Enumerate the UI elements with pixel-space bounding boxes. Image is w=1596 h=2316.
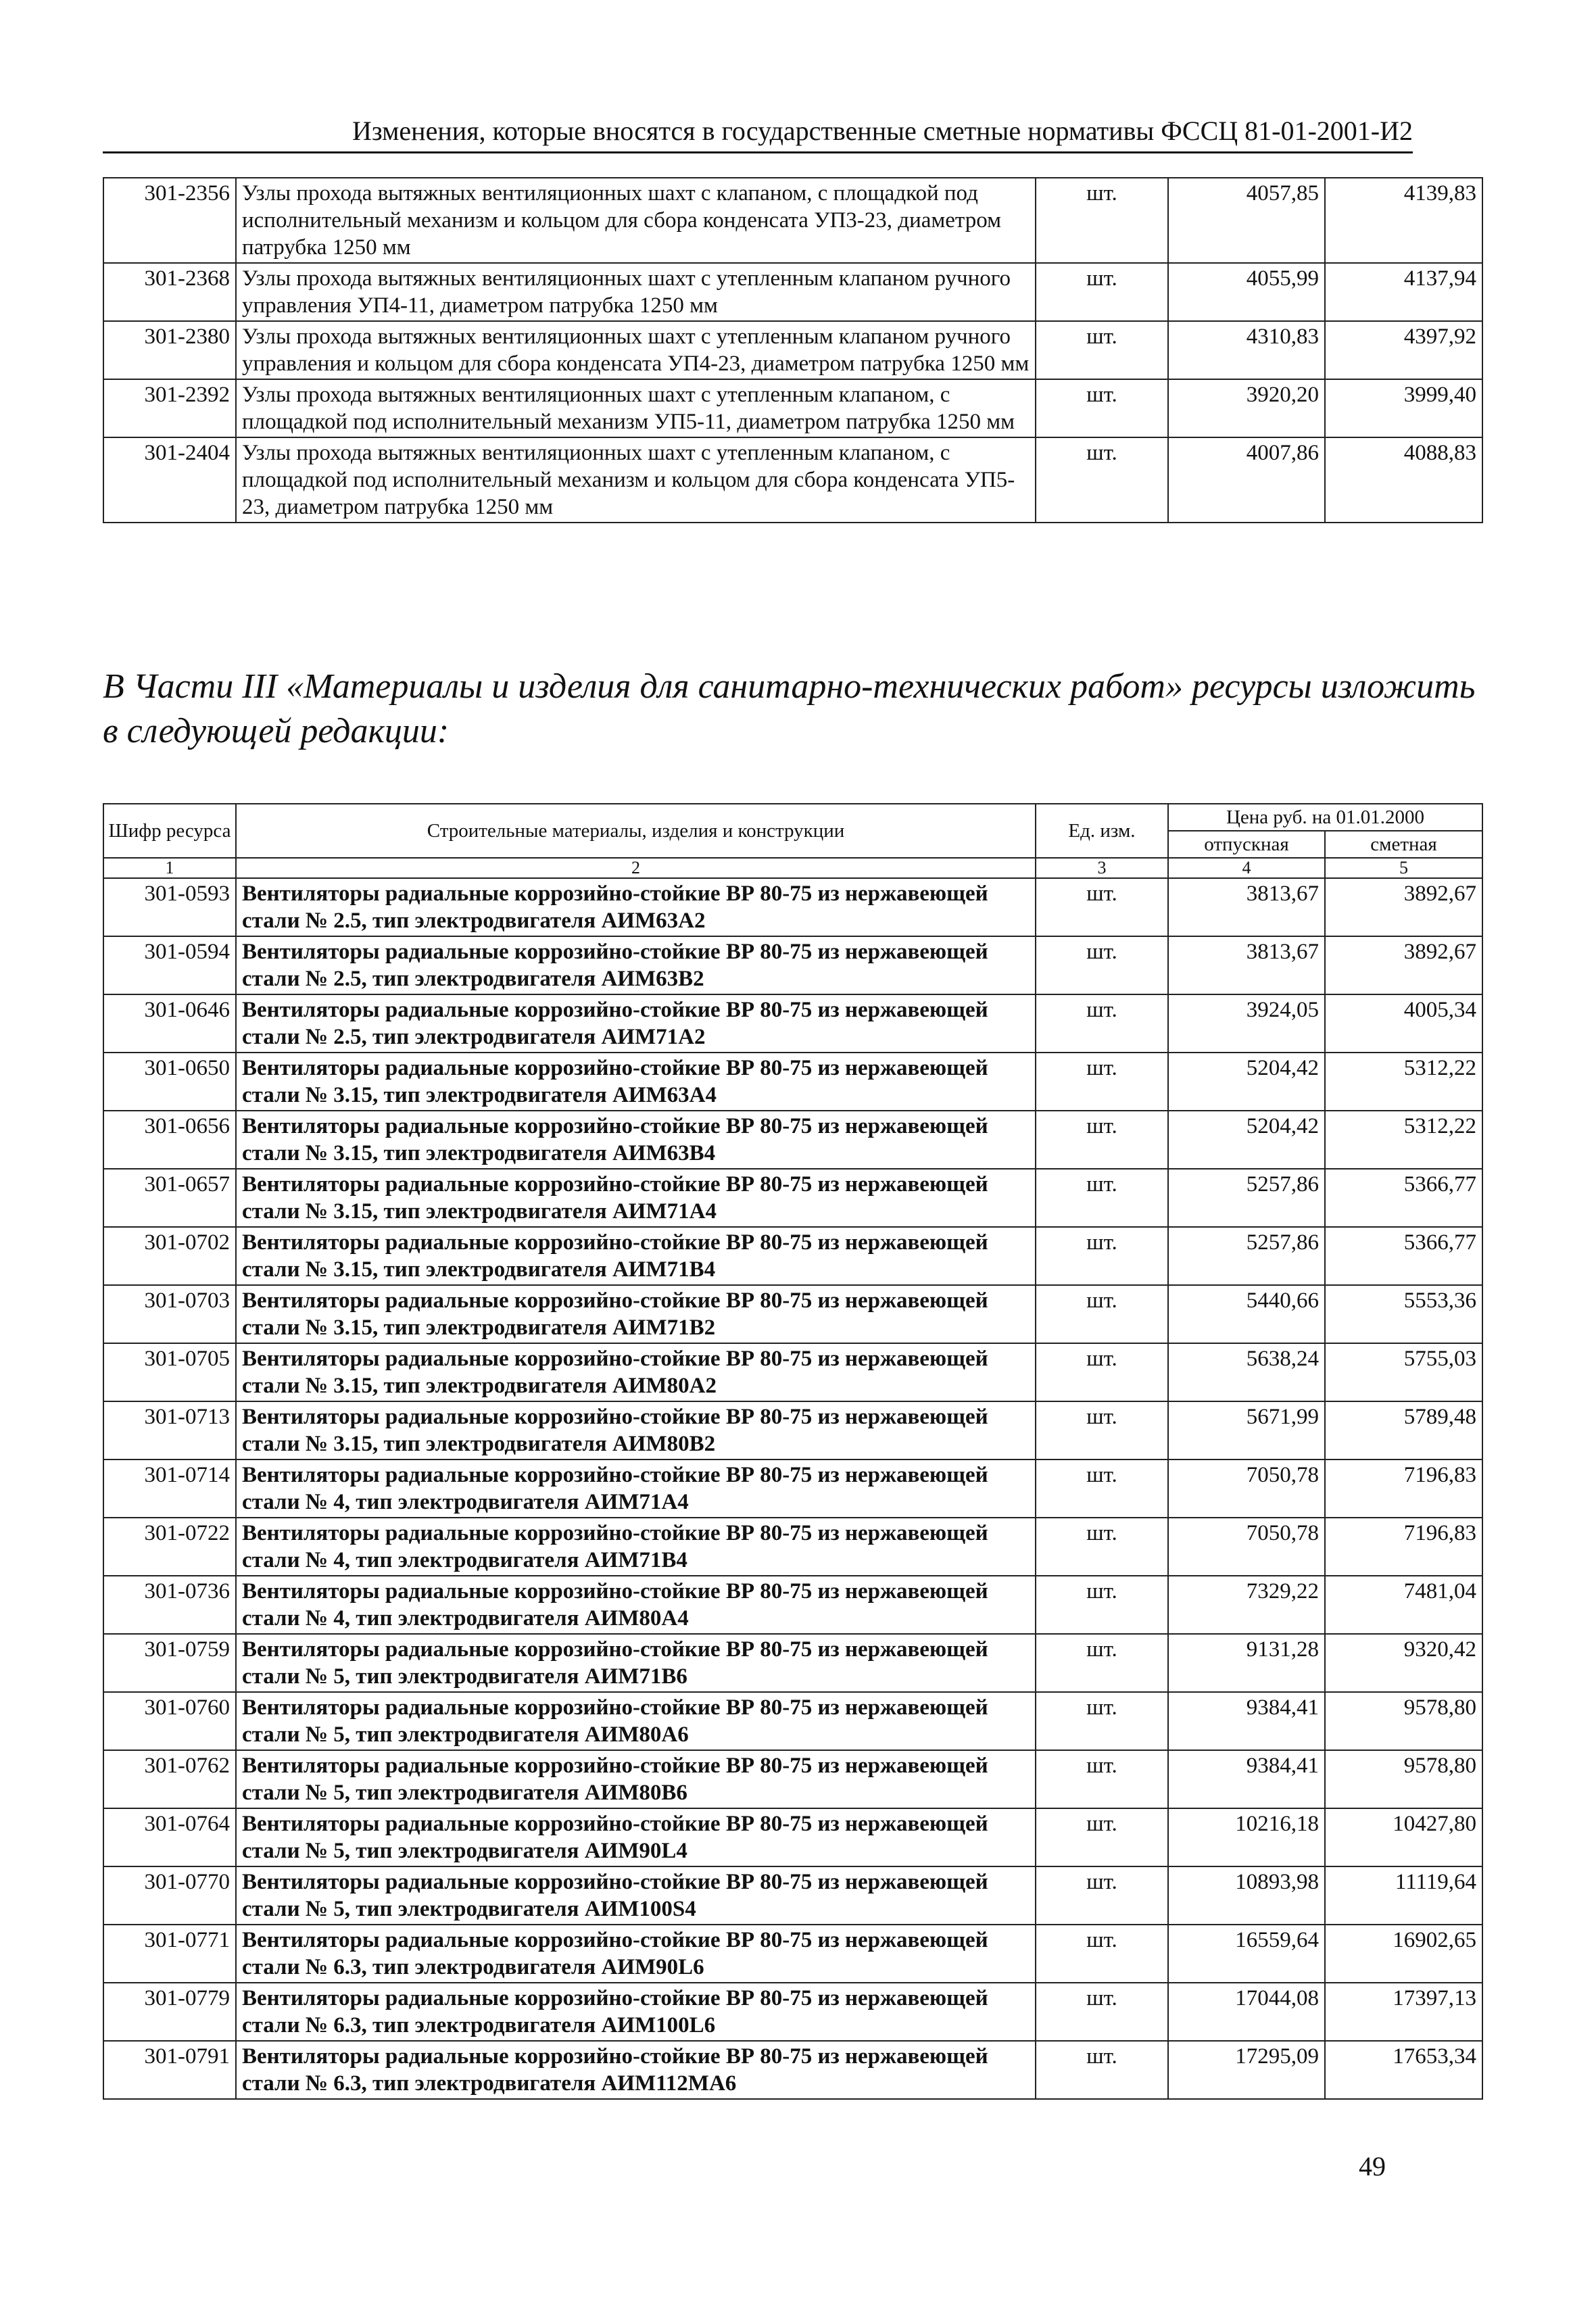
table-row bbox=[103, 437, 1482, 523]
cell-price-estimate: 3999,40 bbox=[1325, 379, 1482, 437]
cell-price-release: 3813,67 bbox=[1168, 878, 1325, 936]
table-row bbox=[103, 1576, 1482, 1634]
table-row bbox=[103, 936, 1482, 994]
cell-unit: шт. bbox=[1036, 1285, 1168, 1343]
cell-price-estimate: 5789,48 bbox=[1325, 1401, 1482, 1459]
cell-desc: Узлы прохода вытяжных вентиляционных шахт с клапаном, с площадкой под исполнительный механизм и кольцом для сбора конденсата УП3-23, диаметром патрубка 1250 мм bbox=[236, 178, 1036, 263]
table-row bbox=[103, 994, 1482, 1053]
cell-price-release: 9384,41 bbox=[1168, 1692, 1325, 1750]
cell-desc: Вентиляторы радиальные коррозийно-стойкие ВР 80-75 из нержавеющей стали № 6.3, тип электродвигателя АИМ112МА6 bbox=[236, 2041, 1036, 2099]
table-row bbox=[103, 178, 1482, 263]
cell-price-estimate: 5755,03 bbox=[1325, 1343, 1482, 1401]
column-number-row bbox=[103, 858, 1482, 878]
table-row bbox=[103, 1808, 1482, 1866]
table-row bbox=[103, 1518, 1482, 1576]
cell-unit: шт. bbox=[1036, 936, 1168, 994]
cell-code: 301-0791 bbox=[103, 2041, 236, 2099]
cell-unit: шт. bbox=[1036, 2041, 1168, 2099]
cell-price-release: 3813,67 bbox=[1168, 936, 1325, 994]
table-row bbox=[103, 263, 1482, 321]
cell-price-release: 3920,20 bbox=[1168, 379, 1325, 437]
cell-unit: шт. bbox=[1036, 1983, 1168, 2041]
table-row bbox=[103, 379, 1482, 437]
cell-unit: шт. bbox=[1036, 321, 1168, 379]
cell-desc: Узлы прохода вытяжных вентиляционных шахт с утепленным клапаном, с площадкой под исполнительный механизм и кольцом для сбора конденсата УП5-23, диаметром патрубка 1250 мм bbox=[236, 437, 1036, 523]
cell-code: 301-2404 bbox=[103, 437, 236, 523]
cell-price-release: 5204,42 bbox=[1168, 1111, 1325, 1169]
table-row bbox=[103, 1285, 1482, 1343]
cell-price-release: 3924,05 bbox=[1168, 994, 1325, 1053]
cell-unit: шт. bbox=[1036, 1518, 1168, 1576]
cell-desc: Узлы прохода вытяжных вентиляционных шахт с утепленным клапаном ручного управления и кольцом для сбора конденсата УП4-23, диаметром патрубка 1250 мм bbox=[236, 321, 1036, 379]
cell-desc: Вентиляторы радиальные коррозийно-стойкие ВР 80-75 из нержавеющей стали № 3.15, тип электродвигателя АИМ80А2 bbox=[236, 1343, 1036, 1401]
cell-price-estimate: 4137,94 bbox=[1325, 263, 1482, 321]
cell-desc: Вентиляторы радиальные коррозийно-стойкие ВР 80-75 из нержавеющей стали № 6.3, тип электродвигателя АИМ90L6 bbox=[236, 1925, 1036, 1983]
cell-price-estimate: 9320,42 bbox=[1325, 1634, 1482, 1692]
cell-desc: Вентиляторы радиальные коррозийно-стойкие ВР 80-75 из нержавеющей стали № 4, тип электродвигателя АИМ71А4 bbox=[236, 1459, 1036, 1518]
cell-unit: шт. bbox=[1036, 1808, 1168, 1866]
table-row bbox=[103, 2041, 1482, 2099]
cell-code: 301-0779 bbox=[103, 1983, 236, 2041]
table-row bbox=[103, 878, 1482, 936]
cell-code: 301-0646 bbox=[103, 994, 236, 1053]
cell-desc: Вентиляторы радиальные коррозийно-стойкие ВР 80-75 из нержавеющей стали № 5, тип электродвигателя АИМ80В6 bbox=[236, 1750, 1036, 1808]
cell-price-estimate: 7196,83 bbox=[1325, 1459, 1482, 1518]
cell-code: 301-0593 bbox=[103, 878, 236, 936]
cell-code: 301-0713 bbox=[103, 1401, 236, 1459]
table-row bbox=[103, 1169, 1482, 1227]
table-row bbox=[103, 321, 1482, 379]
cell-code: 301-0705 bbox=[103, 1343, 236, 1401]
cell-price-estimate: 7196,83 bbox=[1325, 1518, 1482, 1576]
header-price-estimate: сметная bbox=[1325, 831, 1482, 858]
cell-desc: Узлы прохода вытяжных вентиляционных шахт с утепленным клапаном ручного управления УП4-11, диаметром патрубка 1250 мм bbox=[236, 263, 1036, 321]
cell-price-estimate: 11119,64 bbox=[1325, 1866, 1482, 1925]
cell-price-release: 10893,98 bbox=[1168, 1866, 1325, 1925]
cell-unit: шт. bbox=[1036, 1111, 1168, 1169]
cell-unit: шт. bbox=[1036, 1576, 1168, 1634]
column-number: 4 bbox=[1168, 858, 1325, 878]
cell-desc: Вентиляторы радиальные коррозийно-стойкие ВР 80-75 из нержавеющей стали № 3.15, тип электродвигателя АИМ71В4 bbox=[236, 1227, 1036, 1285]
cell-desc: Вентиляторы радиальные коррозийно-стойкие ВР 80-75 из нержавеющей стали № 4, тип электродвигателя АИМ71В4 bbox=[236, 1518, 1036, 1576]
cell-price-release: 4057,85 bbox=[1168, 178, 1325, 263]
cell-price-release: 4007,86 bbox=[1168, 437, 1325, 523]
cell-unit: шт. bbox=[1036, 1401, 1168, 1459]
cell-desc: Вентиляторы радиальные коррозийно-стойкие ВР 80-75 из нержавеющей стали № 2.5, тип электродвигателя АИМ71А2 bbox=[236, 994, 1036, 1053]
table-row bbox=[103, 1634, 1482, 1692]
cell-code: 301-0714 bbox=[103, 1459, 236, 1518]
cell-price-estimate: 4397,92 bbox=[1325, 321, 1482, 379]
cell-desc: Вентиляторы радиальные коррозийно-стойкие ВР 80-75 из нержавеющей стали № 5, тип электродвигателя АИМ80А6 bbox=[236, 1692, 1036, 1750]
cell-desc: Вентиляторы радиальные коррозийно-стойкие ВР 80-75 из нержавеющей стали № 3.15, тип электродвигателя АИМ63В4 bbox=[236, 1111, 1036, 1169]
cell-unit: шт. bbox=[1036, 263, 1168, 321]
cell-price-estimate: 5312,22 bbox=[1325, 1053, 1482, 1111]
header-unit: Ед. изм. bbox=[1036, 804, 1168, 858]
cell-desc: Вентиляторы радиальные коррозийно-стойкие ВР 80-75 из нержавеющей стали № 3.15, тип электродвигателя АИМ63А4 bbox=[236, 1053, 1036, 1111]
cell-desc: Вентиляторы радиальные коррозийно-стойкие ВР 80-75 из нержавеющей стали № 5, тип электродвигателя АИМ90L4 bbox=[236, 1808, 1036, 1866]
page-number: 49 bbox=[1359, 2151, 1386, 2181]
cell-unit: шт. bbox=[1036, 437, 1168, 523]
cell-unit: шт. bbox=[1036, 1634, 1168, 1692]
cell-price-estimate: 5366,77 bbox=[1325, 1227, 1482, 1285]
cell-price-release: 17044,08 bbox=[1168, 1983, 1325, 2041]
cell-price-release: 5671,99 bbox=[1168, 1401, 1325, 1459]
table-row bbox=[103, 1866, 1482, 1925]
cell-price-estimate: 5366,77 bbox=[1325, 1169, 1482, 1227]
cell-code: 301-0650 bbox=[103, 1053, 236, 1111]
cell-price-estimate: 17653,34 bbox=[1325, 2041, 1482, 2099]
cell-unit: шт. bbox=[1036, 1053, 1168, 1111]
table-row bbox=[103, 1692, 1482, 1750]
table-row bbox=[103, 1111, 1482, 1169]
cell-code: 301-0762 bbox=[103, 1750, 236, 1808]
table-row bbox=[103, 1459, 1482, 1518]
cell-unit: шт. bbox=[1036, 1925, 1168, 1983]
cell-code: 301-0722 bbox=[103, 1518, 236, 1576]
cell-desc: Вентиляторы радиальные коррозийно-стойкие ВР 80-75 из нержавеющей стали № 3.15, тип электродвигателя АИМ71В2 bbox=[236, 1285, 1036, 1343]
column-number: 5 bbox=[1325, 858, 1482, 878]
cell-unit: шт. bbox=[1036, 1866, 1168, 1925]
cell-price-estimate: 3892,67 bbox=[1325, 936, 1482, 994]
column-number: 2 bbox=[236, 858, 1036, 878]
header-name: Строительные материалы, изделия и конструкции bbox=[236, 804, 1036, 858]
upper-table bbox=[103, 177, 1483, 523]
cell-price-release: 5257,86 bbox=[1168, 1227, 1325, 1285]
cell-desc: Вентиляторы радиальные коррозийно-стойкие ВР 80-75 из нержавеющей стали № 6.3, тип электродвигателя АИМ100L6 bbox=[236, 1983, 1036, 2041]
cell-code: 301-0702 bbox=[103, 1227, 236, 1285]
cell-unit: шт. bbox=[1036, 379, 1168, 437]
cell-desc: Вентиляторы радиальные коррозийно-стойкие ВР 80-75 из нержавеющей стали № 3.15, тип электродвигателя АИМ71А4 bbox=[236, 1169, 1036, 1227]
cell-code: 301-2356 bbox=[103, 178, 236, 263]
table-row bbox=[103, 1227, 1482, 1285]
cell-unit: шт. bbox=[1036, 1227, 1168, 1285]
cell-price-release: 5440,66 bbox=[1168, 1285, 1325, 1343]
section-intro: В Части III «Материалы и изделия для санитарно-технических работ» ресурсы изложить в следующей редакции: bbox=[103, 667, 1476, 750]
cell-code: 301-0657 bbox=[103, 1169, 236, 1227]
cell-price-estimate: 10427,80 bbox=[1325, 1808, 1482, 1866]
column-number: 1 bbox=[103, 858, 236, 878]
cell-unit: шт. bbox=[1036, 1750, 1168, 1808]
cell-code: 301-0759 bbox=[103, 1634, 236, 1692]
resource-table bbox=[103, 803, 1483, 2100]
cell-code: 301-2368 bbox=[103, 263, 236, 321]
cell-price-estimate: 16902,65 bbox=[1325, 1925, 1482, 1983]
cell-code: 301-0770 bbox=[103, 1866, 236, 1925]
table-row bbox=[103, 1925, 1482, 1983]
cell-price-estimate: 4139,83 bbox=[1325, 178, 1482, 263]
cell-price-release: 5204,42 bbox=[1168, 1053, 1325, 1111]
cell-price-release: 7329,22 bbox=[1168, 1576, 1325, 1634]
cell-code: 301-0771 bbox=[103, 1925, 236, 1983]
cell-desc: Вентиляторы радиальные коррозийно-стойкие ВР 80-75 из нержавеющей стали № 3.15, тип электродвигателя АИМ80В2 bbox=[236, 1401, 1036, 1459]
cell-desc: Узлы прохода вытяжных вентиляционных шахт с утепленным клапаном, с площадкой под исполнительный механизм УП5-11, диаметром патрубка 1250 мм bbox=[236, 379, 1036, 437]
header-price-release: отпускная bbox=[1168, 831, 1325, 858]
cell-price-release: 16559,64 bbox=[1168, 1925, 1325, 1983]
cell-unit: шт. bbox=[1036, 994, 1168, 1053]
cell-price-release: 4310,83 bbox=[1168, 321, 1325, 379]
cell-price-estimate: 9578,80 bbox=[1325, 1750, 1482, 1808]
table-row bbox=[103, 1343, 1482, 1401]
table-row bbox=[103, 1401, 1482, 1459]
cell-desc: Вентиляторы радиальные коррозийно-стойкие ВР 80-75 из нержавеющей стали № 4, тип электродвигателя АИМ80А4 bbox=[236, 1576, 1036, 1634]
cell-unit: шт. bbox=[1036, 1169, 1168, 1227]
cell-price-estimate: 7481,04 bbox=[1325, 1576, 1482, 1634]
cell-price-release: 17295,09 bbox=[1168, 2041, 1325, 2099]
cell-price-release: 5638,24 bbox=[1168, 1343, 1325, 1401]
cell-unit: шт. bbox=[1036, 878, 1168, 936]
column-number: 3 bbox=[1036, 858, 1168, 878]
running-header: Изменения, которые вносятся в государственные сметные нормативы ФССЦ 81-01-2001-И2 bbox=[103, 112, 1413, 153]
cell-unit: шт. bbox=[1036, 1459, 1168, 1518]
cell-unit: шт. bbox=[1036, 1692, 1168, 1750]
cell-code: 301-0764 bbox=[103, 1808, 236, 1866]
cell-price-release: 7050,78 bbox=[1168, 1459, 1325, 1518]
table-row bbox=[103, 1053, 1482, 1111]
cell-desc: Вентиляторы радиальные коррозийно-стойкие ВР 80-75 из нержавеющей стали № 5, тип электродвигателя АИМ100S4 bbox=[236, 1866, 1036, 1925]
cell-code: 301-0736 bbox=[103, 1576, 236, 1634]
cell-unit: шт. bbox=[1036, 1343, 1168, 1401]
cell-price-release: 9131,28 bbox=[1168, 1634, 1325, 1692]
cell-price-release: 7050,78 bbox=[1168, 1518, 1325, 1576]
cell-price-estimate: 17397,13 bbox=[1325, 1983, 1482, 2041]
cell-desc: Вентиляторы радиальные коррозийно-стойкие ВР 80-75 из нержавеющей стали № 2.5, тип электродвигателя АИМ63В2 bbox=[236, 936, 1036, 994]
cell-price-estimate: 4005,34 bbox=[1325, 994, 1482, 1053]
cell-price-estimate: 4088,83 bbox=[1325, 437, 1482, 523]
cell-price-estimate: 5553,36 bbox=[1325, 1285, 1482, 1343]
cell-code: 301-0760 bbox=[103, 1692, 236, 1750]
cell-desc: Вентиляторы радиальные коррозийно-стойкие ВР 80-75 из нержавеющей стали № 5, тип электродвигателя АИМ71В6 bbox=[236, 1634, 1036, 1692]
cell-code: 301-0656 bbox=[103, 1111, 236, 1169]
header-code: Шифр ресурса bbox=[103, 804, 236, 858]
header-price-group: Цена руб. на 01.01.2000 bbox=[1168, 804, 1482, 831]
cell-code: 301-0594 bbox=[103, 936, 236, 994]
cell-price-release: 10216,18 bbox=[1168, 1808, 1325, 1866]
table-row bbox=[103, 1750, 1482, 1808]
cell-code: 301-2380 bbox=[103, 321, 236, 379]
cell-unit: шт. bbox=[1036, 178, 1168, 263]
cell-price-release: 4055,99 bbox=[1168, 263, 1325, 321]
cell-desc: Вентиляторы радиальные коррозийно-стойкие ВР 80-75 из нержавеющей стали № 2.5, тип электродвигателя АИМ63А2 bbox=[236, 878, 1036, 936]
cell-price-estimate: 3892,67 bbox=[1325, 878, 1482, 936]
table-row bbox=[103, 1983, 1482, 2041]
cell-code: 301-0703 bbox=[103, 1285, 236, 1343]
cell-price-estimate: 9578,80 bbox=[1325, 1692, 1482, 1750]
cell-price-release: 9384,41 bbox=[1168, 1750, 1325, 1808]
cell-price-estimate: 5312,22 bbox=[1325, 1111, 1482, 1169]
cell-price-release: 5257,86 bbox=[1168, 1169, 1325, 1227]
cell-code: 301-2392 bbox=[103, 379, 236, 437]
